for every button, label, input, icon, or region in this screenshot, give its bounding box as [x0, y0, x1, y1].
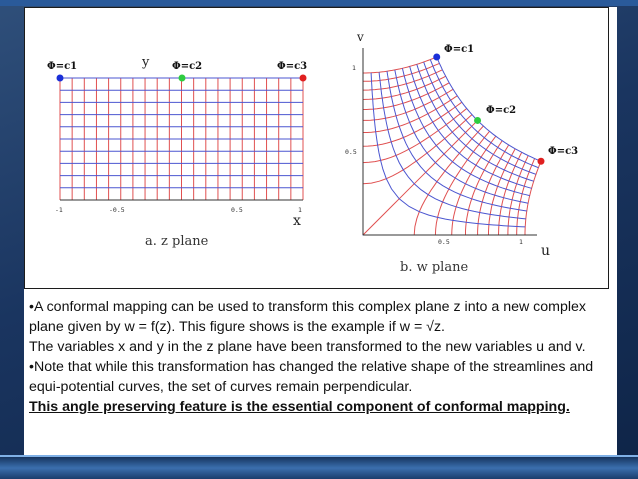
w-potential-c1-label: Φ=c1: [444, 44, 475, 55]
z-potential-c1-label: Φ=c1: [47, 61, 78, 72]
z-x-axis-label: x: [293, 213, 301, 229]
w-plane-grid: [363, 57, 541, 235]
paragraph-note: •Note that while this transformation has changed the relative shape of the streamlines and equi-potential curves, the set of curves remain perpendicular.: [29, 359, 594, 395]
z-c2-point: [179, 75, 186, 82]
top-accent-bar: [0, 0, 638, 6]
z-tick-label: 1: [298, 206, 302, 214]
w-plane-caption: b. w plane: [400, 260, 469, 275]
conformal-mapping-figure: [24, 7, 609, 289]
w-u-axis-label: u: [541, 243, 551, 259]
explanation-text: [29, 297, 611, 417]
w-u-tick-label: 0.5: [438, 238, 450, 246]
w-potential-c2-label: Φ=c2: [486, 105, 517, 116]
paragraph-variables: The variables x and y in the z plane have been transformed to the new variables u and v.: [29, 339, 586, 355]
z-c3-point: [300, 75, 307, 82]
w-v-axis-label: v: [357, 30, 364, 44]
slide-content-panel: [24, 7, 617, 457]
bottom-accent-bar: [0, 457, 638, 479]
w-c3-point: [537, 158, 544, 165]
figure-svg: [25, 8, 608, 288]
w-v-tick-label: 1: [352, 64, 356, 72]
z-plane-grid: [60, 78, 303, 200]
z-tick-label: 0.5: [231, 206, 243, 214]
w-c1-point: [433, 54, 440, 61]
w-c2-point: [474, 117, 481, 124]
w-v-tick-label: 0.5: [345, 148, 357, 156]
z-tick-label: -1: [55, 206, 63, 214]
z-potential-c3-label: Φ=c3: [277, 61, 308, 72]
z-plane-caption: a. z plane: [145, 234, 209, 249]
paragraph-key-point: This angle preserving feature is the essential component of conformal mapping.: [29, 399, 570, 415]
paragraph-intro: •A conformal mapping can be used to transform this complex plane z into a new complex plane given by w = f(z). This figure shows is the example if w = √z.: [29, 299, 586, 335]
w-u-tick-label: 1: [519, 238, 523, 246]
z-y-axis-label: y: [142, 55, 150, 70]
z-tick-label: -0.5: [109, 206, 125, 214]
z-potential-c2-label: Φ=c2: [172, 61, 203, 72]
z-c1-point: [57, 75, 64, 82]
w-potential-c3-label: Φ=c3: [548, 146, 579, 157]
